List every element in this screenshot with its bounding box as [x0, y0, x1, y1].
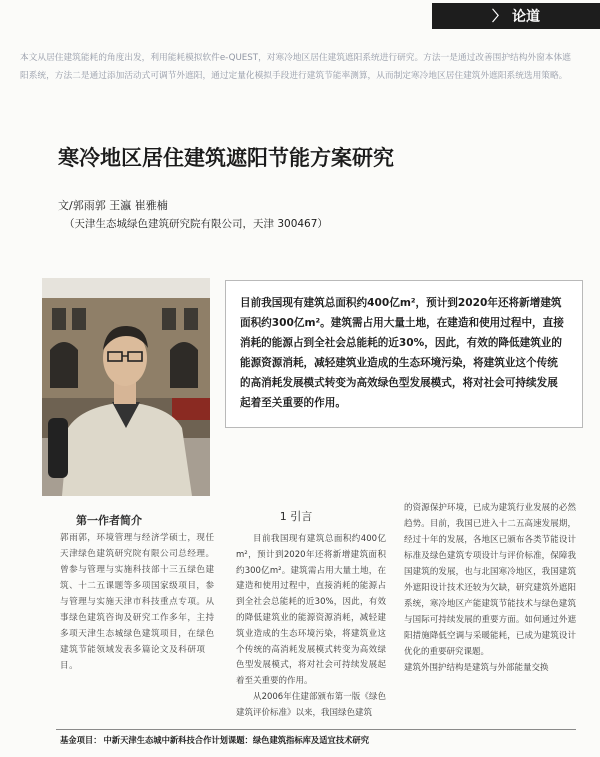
- author-photo: [42, 278, 210, 496]
- funding-note: [60, 734, 369, 746]
- bio-heading: 第一作者简介: [76, 514, 142, 527]
- highlight-box: 目前我国现有建筑总面积约400亿m²，预计到2020年还将新增建筑面积约300亿m²。建筑需占用大量土地，在建造和使用过程中，直接消耗的能源占到全社会总能耗的近30%，因此，有效的降低建筑业的能源资源消耗，减轻建筑业造成的生态环境污染，将建筑业这个传统的高消耗发展模式转变为高效绿色型发展模式，将对社会可持续发展起着至关重要的作用。: [225, 280, 583, 428]
- affiliation-line: （天津生态城绿色建筑研究院有限公司，天津 300467）: [64, 218, 328, 230]
- author-portrait-image: [42, 278, 210, 496]
- section-tag-label: 论道: [512, 9, 540, 25]
- abstract-text: 本文从居住建筑能耗的角度出发，利用能耗模拟软件e-QUEST，对寒冷地区居住建筑遮阳系统进行研究。方法一是通过改善围护结构外窗本体遮阳系统，方法二是通过添加活动式可调节外遮阳，通过定量化模拟手段进行建筑节能率测算，从而制定寒冷地区居住建筑外遮阳系统选用策略。: [20, 53, 571, 81]
- intro-paragraph-1: 目前我国现有建筑总面积约400亿m²，预计到2020年还将新增建筑面积约300亿m²。建筑需占用大量土地，在建造和使用过程中，直接消耗的能源占到全社会总能耗的近30%，因此，有效的降低建筑业的能源资源消耗，减轻建筑业造成的生态环境污染，将建筑业这个传统的高消耗发展模式转变为高效绿色型发展模式，将对社会可持续发展起着至关重要的作用。: [236, 534, 386, 687]
- chevron-right-icon: 〉: [492, 9, 506, 25]
- intro-paragraph-2: 从2006年住建部颁布第一版《绿色建筑评价标准》以来，我国绿色建筑: [236, 691, 386, 718]
- authors-line: 文/郭雨郭 王瀛 崔雅楠: [58, 199, 168, 212]
- article-title: 寒冷地区居住建筑遮阳节能方案研究: [58, 146, 394, 170]
- section-heading-intro: 1 引言: [279, 510, 313, 523]
- section-tag: [432, 3, 600, 29]
- funding-text: 中新天津生态城中新科技合作计划课题：绿色建筑指标库及适宜技术研究: [103, 735, 370, 745]
- body-column-right: 的资源保护环境，已成为建筑行业发展的必然趋势。目前，我国已进入十二五高速发展期，经过十年的发展，各地区已颁布各类节能设计标准及绿色建筑专项设计与评价标准，保障我国建筑的发展，也与北国寒冷地区，我国建筑外遮阳设计技术还较为欠缺，研究建筑外遮阳系统，寒冷地区产能建筑节能技术与绿色建筑与国际可持续发展的重要方面。如何通过外遮阳措施降低空调与采暖能耗，已成为建筑设计优化的重要研究课题。 建筑外围护结构是建筑与外部能量交换: [404, 503, 576, 673]
- intro-column: [236, 532, 386, 722]
- footer-divider: [56, 729, 576, 730]
- funding-label: 基金项目：: [60, 735, 102, 745]
- bio-text: 郭雨郭，环境管理与经济学硕士，现任天津绿色建筑研究院有限公司总经理。曾参与管理与实施科技部十三五绿色建筑、十二五课题等多项国家级项目，参与管理与实施天津市科技重点专项。从事绿色建筑咨询及研究工作多年，主持多项天津生态城绿色建筑项目，在绿色建筑节能领域发表多篇论文及科研项目。: [60, 533, 215, 671]
